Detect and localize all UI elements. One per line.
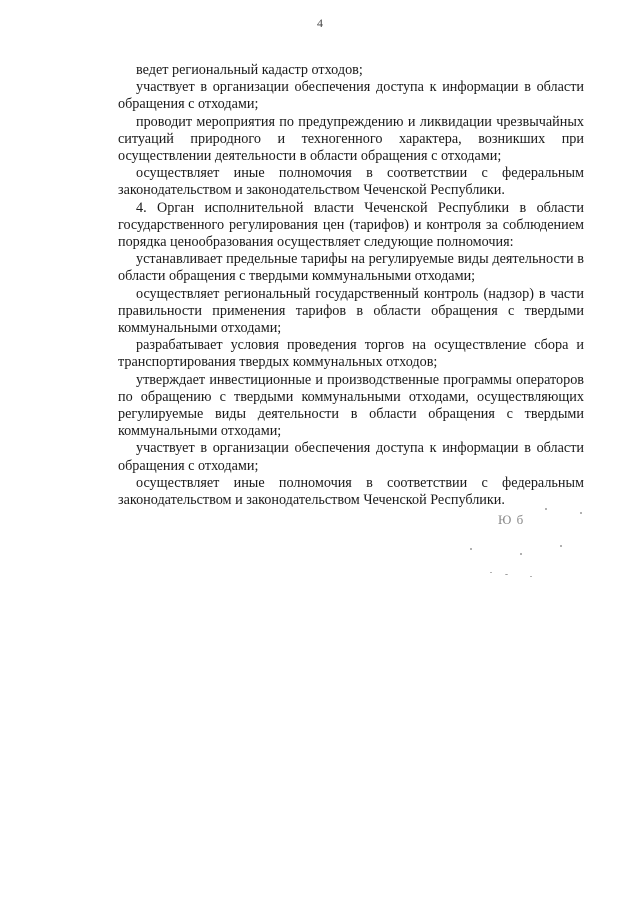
stamp-mark: Ю б xyxy=(498,512,525,527)
paragraph-3: проводит мероприятия по предупреждению и ликвидации чрезвычайных ситуаций природного и техногенного характера, возникших при осуществлении деятельности в области обращения с отходами; xyxy=(118,113,584,165)
paragraph-2: участвует в организации обеспечения доступа к информации в области обращения с отходами; xyxy=(118,79,584,113)
paragraph-5: 4. Орган исполнительной власти Чеченской Республики в области государственного регулирования цен (тарифов) и контроля за соблюдением порядка ценообразования осуществляет следующие полномочия: xyxy=(118,199,584,251)
paragraph-9: утверждает инвестиционные и производственные программы операторов по обращению с твердыми коммунальными отходами, осуществляющих регулируемые виды деятельности в области обращения с твердыми коммунальными отходами; xyxy=(118,371,584,440)
scan-dot xyxy=(545,508,547,510)
scan-dot xyxy=(470,548,472,550)
paragraph-11: осуществляет иные полномочия в соответствии с федеральным законодательством и законодательством Чеченской Республики. xyxy=(118,474,584,509)
scan-dot xyxy=(560,545,562,547)
paragraph-8: разрабатывает условия проведения торгов на осуществление сбора и транспортирования твердых коммунальных отходов; xyxy=(118,337,584,371)
paragraph-7: осуществляет региональный государственный контроль (надзор) в части правильности применения тарифов в области обращения с твердыми коммунальными отходами; xyxy=(118,285,584,337)
scan-dot xyxy=(490,572,492,573)
document-body xyxy=(118,62,584,509)
paragraph-1: ведет региональный кадастр отходов; xyxy=(136,62,363,78)
paragraph-4: осуществляет иные полномочия в соответствии с федеральным законодательством и законодательством Чеченской Республики. xyxy=(118,165,584,199)
scan-dot xyxy=(530,576,532,577)
scan-dot xyxy=(580,512,582,514)
page-number: 4 xyxy=(317,16,323,30)
paragraph-10: участвует в организации обеспечения доступа к информации в области обращения с отходами; xyxy=(118,440,584,474)
paragraph-6: устанавливает предельные тарифы на регулируемые виды деятельности в области обращения с твердыми коммунальными отходами; xyxy=(118,251,584,285)
scan-dot xyxy=(505,574,508,575)
scan-dot xyxy=(520,553,522,555)
